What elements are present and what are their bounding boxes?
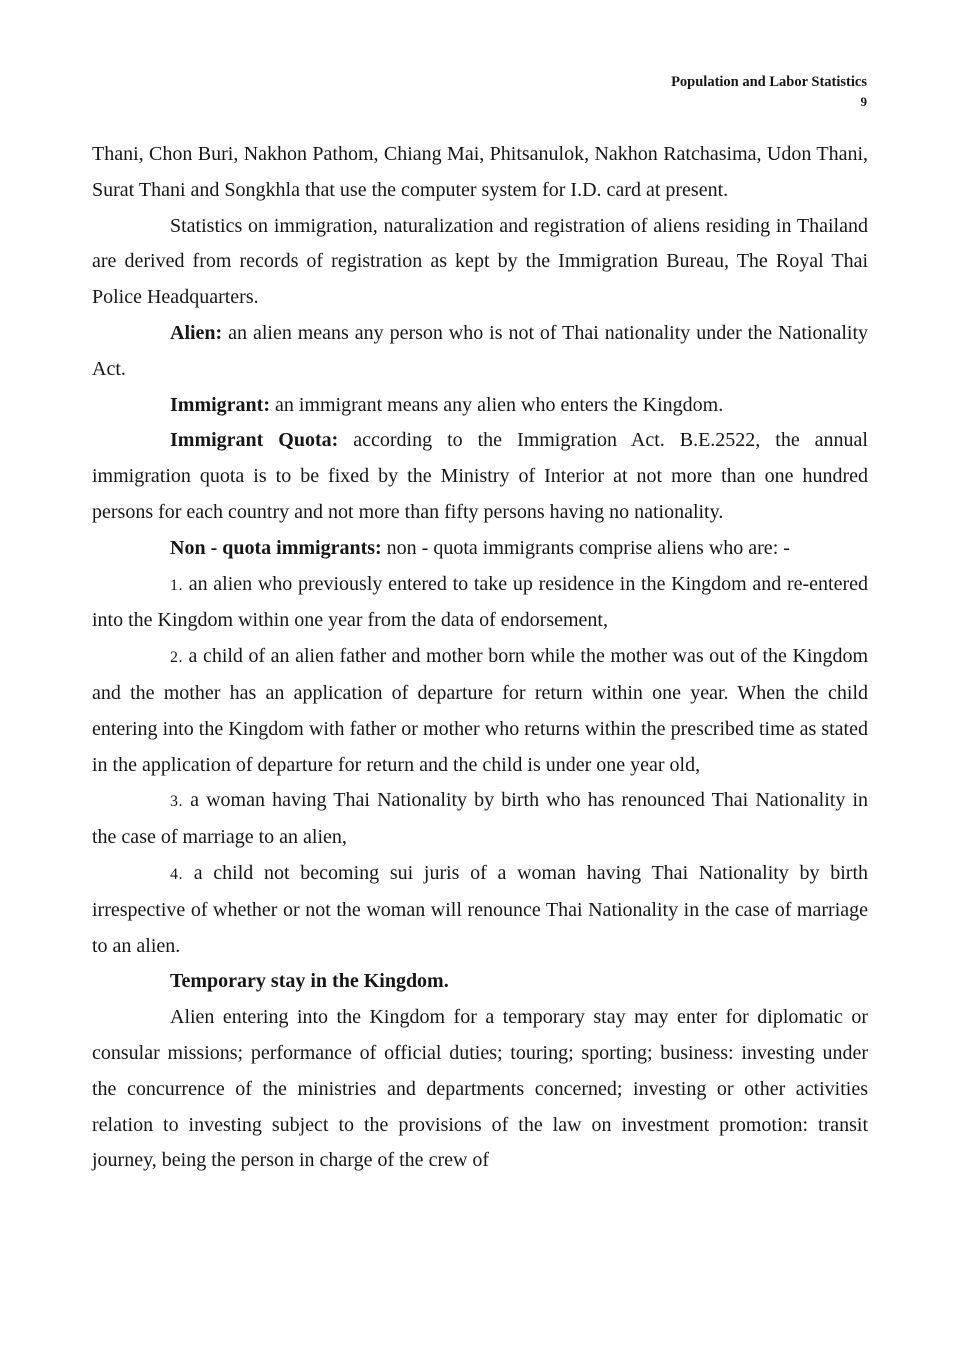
list-item-text: a woman having Thai Nationality by birth who has renounced Thai Nationality in the case of marriage to an alien, bbox=[92, 789, 868, 849]
definition-text: according to the Immigration Act. B.E.2522, the annual immigration quota is to be fixed by the Ministry of Interior at not more than one hundred persons for each country and not more than fifty persons having no nationality. bbox=[92, 429, 868, 523]
term-alien: Alien: bbox=[170, 321, 223, 344]
list-number: 2. bbox=[170, 649, 183, 667]
list-number: 4. bbox=[170, 865, 183, 883]
term-non-quota: Non - quota immigrants: bbox=[170, 536, 382, 559]
list-item-text: a child not becoming sui juris of a woman having Thai Nationality by birth irrespective of whether or not the woman will renounce Thai Nationality in the case of marriage to an alien. bbox=[92, 861, 868, 957]
paragraph-id-card: Thani, Chon Buri, Nakhon Pathom, Chiang Mai, Phitsanulok, Nakhon Ratchasima, Udon Thani, Surat Thani and Songkhla that use the computer system for I.D. card at present. bbox=[92, 143, 868, 201]
paragraph-statistics-source: Statistics on immigration, naturalization and registration of aliens residing in Thailand are derived from records of registration as kept by the Immigration Bureau, The Royal Thai Police Headquarters. bbox=[92, 214, 868, 309]
list-item-3 bbox=[92, 783, 868, 856]
term-immigrant: Immigrant: bbox=[170, 393, 270, 416]
paragraph-temporary-stay: Alien entering into the Kingdom for a temporary stay may enter for diplomatic or consular missions; performance of official duties; touring; sporting; business: investing under the concurrence of the ministries and departments concerned; investing or other activities relation to investing subject to the provisions of the law on investment promotion: transit journey, being the person in charge of the crew of bbox=[92, 1006, 868, 1172]
definition-immigrant bbox=[92, 388, 868, 424]
list-item-text: an alien who previously entered to take up residence in the Kingdom and re-entered into the Kingdom within one year from the data of endorsement, bbox=[92, 572, 868, 632]
definition-text: an alien means any person who is not of Thai nationality under the Nationality Act. bbox=[92, 321, 868, 380]
list-item-4 bbox=[92, 856, 868, 964]
running-header bbox=[671, 72, 867, 112]
definition-alien bbox=[92, 316, 868, 388]
list-number: 3. bbox=[170, 793, 183, 811]
term-immigrant-quota: Immigrant Quota: bbox=[170, 429, 339, 452]
list-number: 1. bbox=[170, 576, 183, 594]
list-item-text: a child of an alien father and mother born while the mother was out of the Kingdom and the mother has an application of departure for return within one year. When the child entering into the Kingdom with father or mother who returns within the prescribed time as stated in the application of departure for return and the child is under one year old, bbox=[92, 645, 868, 776]
list-item-2 bbox=[92, 639, 868, 783]
page-number: 9 bbox=[860, 94, 867, 109]
list-item-1 bbox=[92, 567, 868, 640]
definition-text: non - quota immigrants comprise aliens who are: - bbox=[381, 536, 790, 559]
definition-immigrant-quota bbox=[92, 423, 868, 530]
section-heading: Temporary stay in the Kingdom. bbox=[170, 970, 449, 993]
definition-text: an immigrant means any alien who enters the Kingdom. bbox=[269, 393, 724, 416]
definition-non-quota bbox=[92, 531, 868, 567]
body-text bbox=[92, 137, 868, 1179]
running-title: Population and Labor Statistics bbox=[671, 74, 867, 90]
